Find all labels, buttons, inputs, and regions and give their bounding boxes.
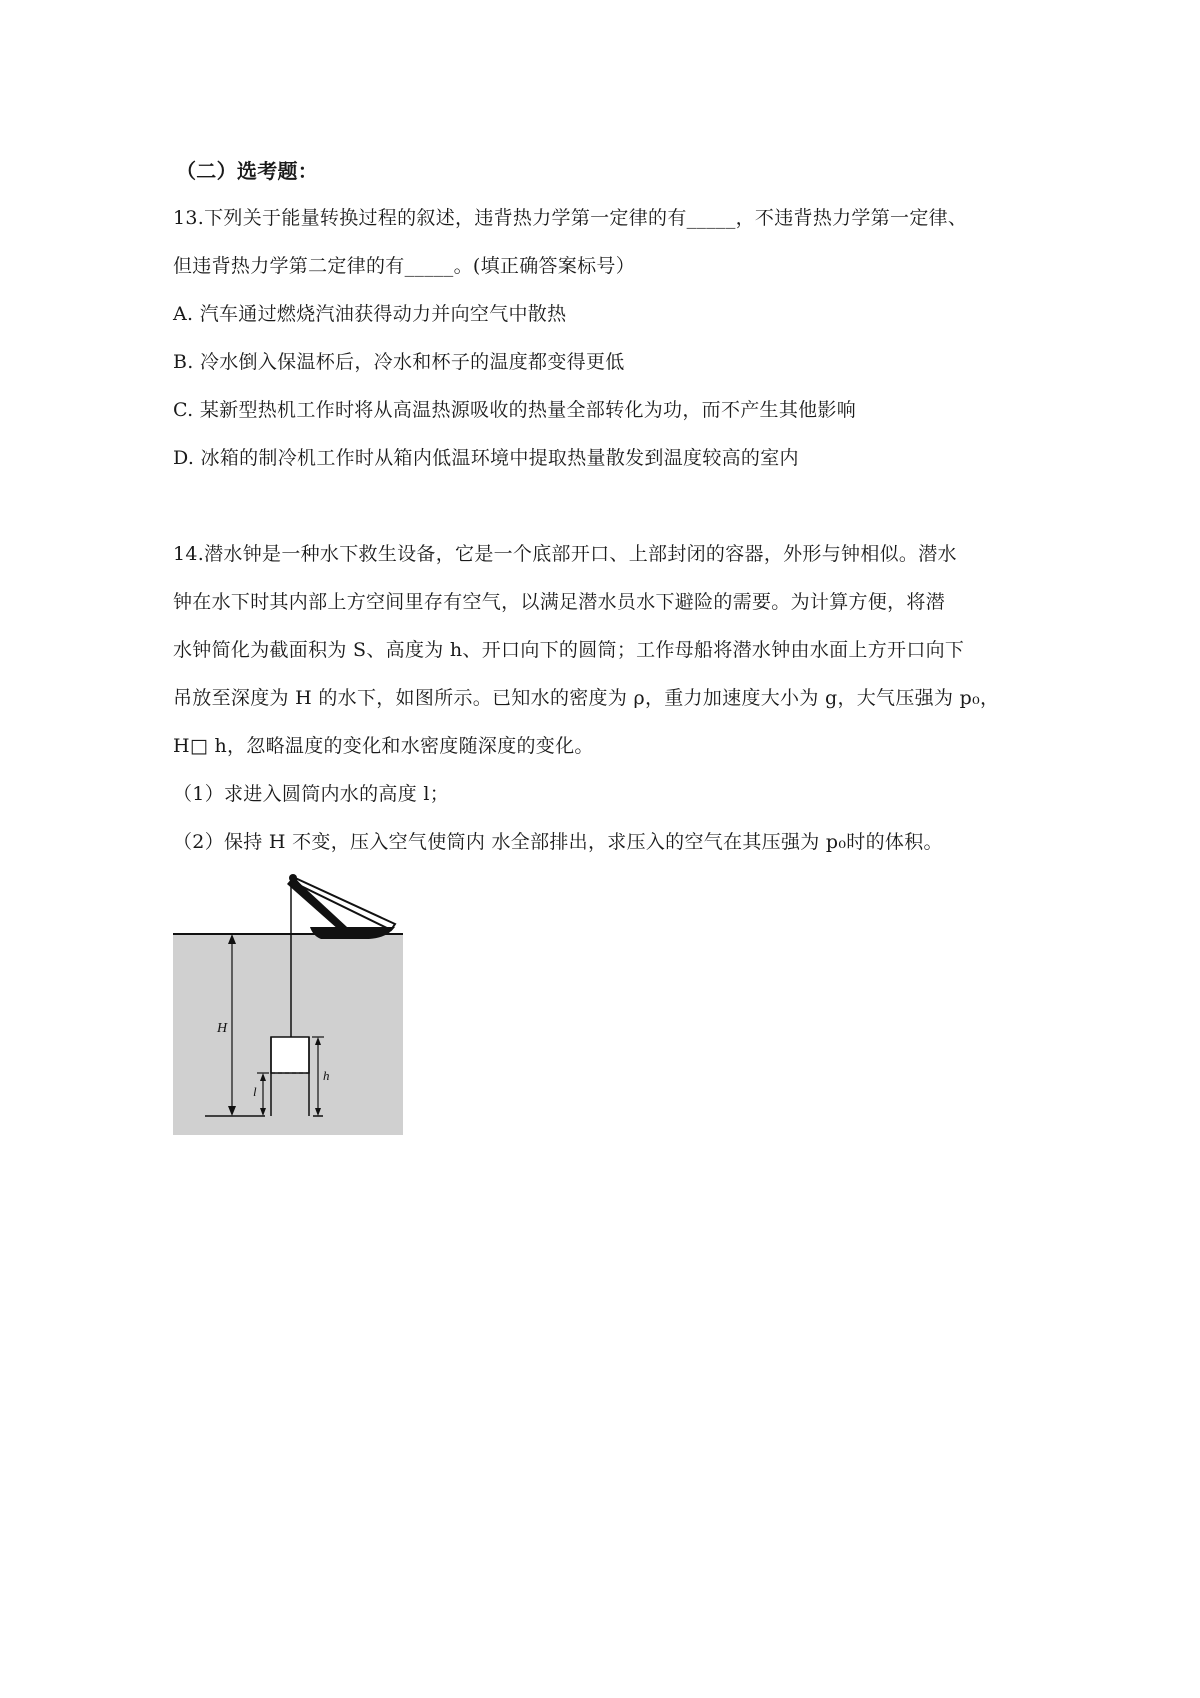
q14-sub-question-2: （2）保持 H 不变，压入空气使筒内 水全部排出，求压入的空气在其压强为 p₀时的体积。 (173, 831, 943, 853)
q13-line-2: 但违背热力学第二定律的有_____。(填正确答案标号） (173, 255, 636, 277)
label-l: l (253, 1084, 257, 1099)
diving-bell-figure (173, 872, 403, 1135)
q13-option-c: C. 某新型热机工作时将从高温热源吸收的热量全部转化为功，而不产生其他影响 (173, 399, 857, 421)
q13-option-a: A. 汽车通过燃烧汽油获得动力并向空气中散热 (173, 303, 567, 325)
q13-option-d: D. 冰箱的制冷机工作时从箱内低温环境中提取热量散发到温度较高的室内 (173, 447, 799, 469)
water-region (173, 934, 403, 1135)
crane-pulley (289, 874, 297, 882)
q14-line-3: 水钟简化为截面积为 S、高度为 h、开口向下的圆筒；工作母船将潜水钟由水面上方开口向下 (173, 639, 965, 661)
crane-arm (293, 877, 395, 930)
label-h: h (323, 1068, 330, 1083)
bell-air-space (271, 1037, 309, 1073)
diving-bell-diagram (173, 872, 403, 1135)
q13-line-1: 13.下列关于能量转换过程的叙述，违背热力学第一定律的有_____，不违背热力学第一定律、 (173, 207, 968, 229)
q14-line-4: 吊放至深度为 H 的水下，如图所示。已知水的密度为 ρ，重力加速度大小为 g，大气压强为 p₀， (173, 687, 1000, 709)
q14-line-1: 14.潜水钟是一种水下救生设备，它是一个底部开口、上部封闭的容器，外形与钟相似。潜水 (173, 543, 957, 565)
q14-line-5: H□ h，忽略温度的变化和水密度随深度的变化。 (173, 735, 594, 757)
q14-line-2: 钟在水下时其内部上方空间里存有空气，以满足潜水员水下避险的需要。为计算方便，将潜 (173, 591, 946, 613)
q13-option-b: B. 冷水倒入保温杯后，冷水和杯子的温度都变得更低 (173, 351, 625, 373)
section-heading: （二）选考题： (176, 159, 319, 183)
label-H: H (217, 1021, 228, 1036)
q14-sub-question-1: （1）求进入圆筒内水的高度 l； (173, 783, 450, 805)
